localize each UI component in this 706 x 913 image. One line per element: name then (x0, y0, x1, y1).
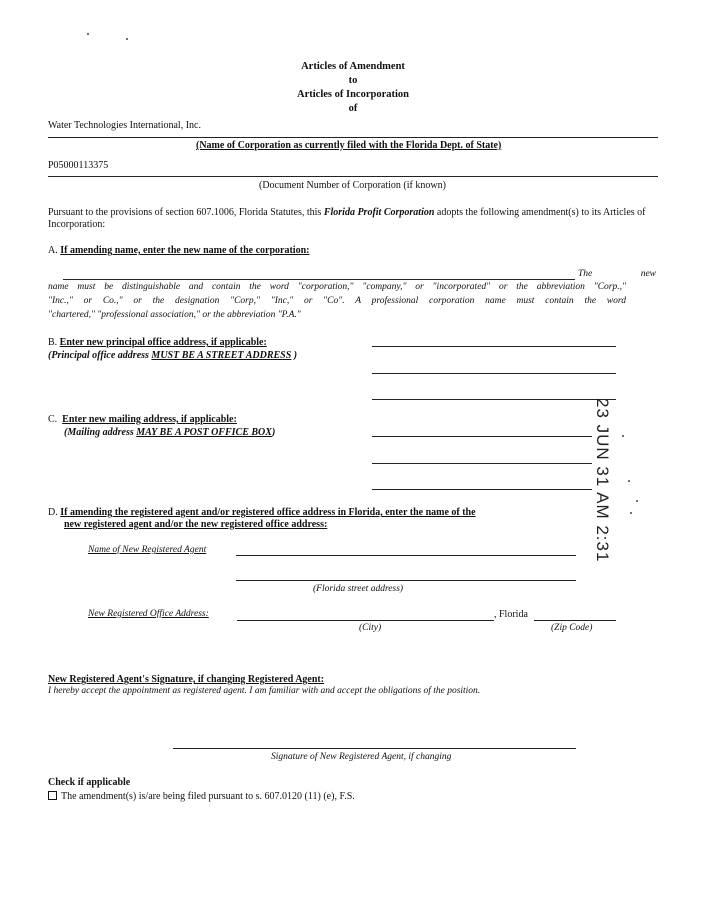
section-d-letter: D. (48, 507, 58, 518)
document-number-caption: (Document Number of Corporation (if known) (259, 180, 446, 191)
principal-address-line-3[interactable] (372, 399, 616, 400)
corporation-name: Water Technologies International, Inc. (48, 120, 201, 131)
section-a-note-line-3: "Inc.," or Co.," or the designation "Corp," "Inc," or "Co". A professional corporation name must contain the word (48, 296, 626, 306)
signature-line[interactable] (173, 748, 576, 749)
check-heading: Check if applicable (48, 777, 131, 788)
intro-paragraph (48, 207, 660, 231)
zip-code-line[interactable] (534, 620, 616, 621)
filing-date-stamp (584, 398, 616, 563)
corporation-name-caption: (Name of Corporation as currently filed with the Florida Dept. of State) (196, 140, 502, 151)
section-a-note-line-4: "chartered," "professional association," or the abbreviation "P.A." (48, 310, 301, 320)
signature-caption: Signature of New Registered Agent, if changing (271, 752, 452, 762)
section-a-letter: A. (48, 245, 58, 256)
scan-speck (630, 512, 632, 514)
section-a-note-line-1-end: The new (578, 269, 656, 279)
document-title-line-2: to (348, 75, 358, 86)
section-b-letter: B. (48, 337, 58, 348)
section-b-heading-text: Enter new principal office address, if applicable: (59, 337, 267, 348)
mailing-address-line-1[interactable] (372, 436, 592, 437)
document-number-line (48, 176, 658, 177)
section-d-heading-line-1: If amending the registered agent and/or registered office address in Florida, enter the name of the (60, 507, 476, 518)
filing-date-stamp-text: 23 JUN 31 AM 2:31 (593, 398, 612, 563)
agent-name-label: Name of New Registered Agent (88, 545, 207, 555)
check-option[interactable] (48, 791, 355, 802)
mailing-address-line-2[interactable] (372, 463, 592, 464)
document-title-line-3: Articles of Incorporation (297, 89, 409, 100)
section-c-heading (48, 414, 237, 425)
signature-statement: I hereby accept the appointment as registered agent. I am familiar with and accept the obligations of the position. (48, 686, 481, 696)
check-option-label: The amendment(s) is/are being filed pursuant to s. 607.0120 (11) (e), F.S. (61, 791, 355, 802)
section-a-note-line-2: name must be distinguishable and contain the word "corporation," "company," or "incorporated" or the abbreviation "Corp.," (48, 282, 626, 292)
section-a-heading-text: If amending name, enter the new name of the corporation: (60, 245, 310, 256)
corporation-name-line (48, 137, 658, 138)
zip-code-caption: (Zip Code) (551, 623, 593, 633)
florida-street-caption: (Florida street address) (313, 584, 404, 594)
scan-speck (622, 435, 624, 437)
section-a-heading (48, 245, 309, 256)
document-title-line-4: of (348, 103, 358, 114)
principal-address-line-1[interactable] (372, 346, 616, 347)
section-d-heading-line-2: new registered agent and/or the new registered office address: (64, 519, 328, 530)
office-city-line[interactable] (237, 620, 494, 621)
document-number: P05000113375 (48, 160, 109, 171)
intro-text-after: adopts the following amendment(s) to its Articles of Incorporation: (48, 207, 646, 230)
scan-speck (636, 500, 638, 502)
amendment-checkbox[interactable] (48, 791, 57, 800)
signature-heading: New Registered Agent's Signature, if changing Registered Agent: (48, 674, 325, 685)
intro-corporation-type: Florida Profit Corporation (323, 207, 435, 218)
intro-text-before: Pursuant to the provisions of section 607.1006, Florida Statutes, this (48, 207, 324, 218)
document-title-line-1: Articles of Amendment (301, 61, 405, 72)
agent-name-line[interactable] (236, 555, 576, 556)
office-address-label: New Registered Office Address: (88, 609, 209, 619)
section-c-letter: C. (48, 414, 58, 425)
scan-speck (126, 38, 128, 40)
scan-speck (628, 480, 630, 482)
section-b-note-emphasis: MUST BE A STREET ADDRESS (151, 350, 292, 361)
florida-label: , Florida (494, 609, 528, 620)
section-c-note-emphasis: MAY BE A POST OFFICE BOX (136, 427, 272, 438)
section-d-heading (48, 507, 476, 518)
scan-speck (87, 33, 89, 35)
new-name-line[interactable] (63, 279, 575, 280)
principal-address-line-2[interactable] (372, 373, 616, 374)
florida-street-line[interactable] (236, 580, 576, 581)
section-b-note: (Principal office address MUST BE A STREET ADDRESS ) (48, 350, 298, 361)
section-c-note: (Mailing address MAY BE A POST OFFICE BOX) (64, 427, 276, 438)
section-b-heading (48, 337, 267, 348)
mailing-address-line-3[interactable] (372, 489, 592, 490)
section-c-heading-text: Enter new mailing address, if applicable: (62, 414, 237, 425)
city-caption: (City) (359, 623, 382, 633)
